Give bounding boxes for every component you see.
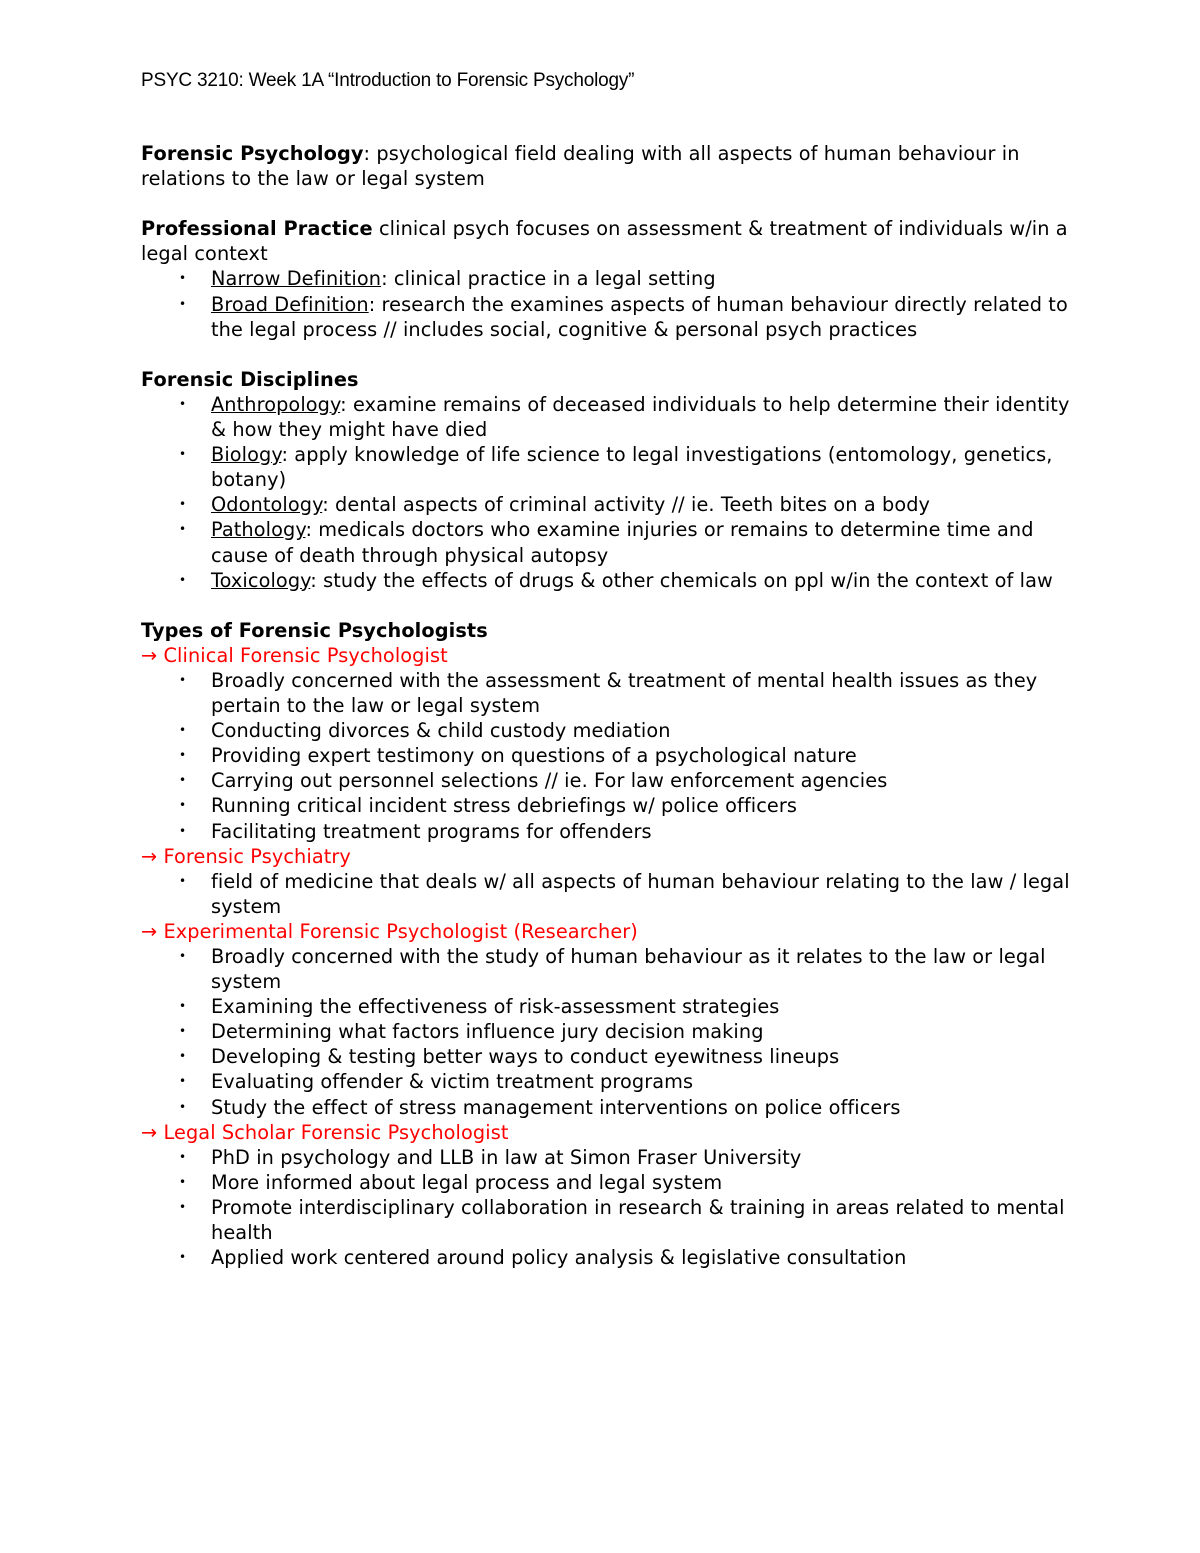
item-term: Anthropology	[211, 392, 341, 416]
definition: : psychological field dealing with all aspects of human behaviour in relations to the law or legal system	[141, 142, 1020, 191]
item-text: Study the effect of stress management interventions on police officers	[211, 1095, 901, 1119]
bullet-icon: •	[179, 798, 187, 813]
item-text: : clinical practice in a legal setting	[381, 267, 716, 291]
item-term: Broad Definition	[211, 292, 369, 316]
list-item	[141, 1019, 1071, 1044]
bullet-icon: •	[179, 396, 187, 411]
section-heading: Types of Forensic Psychologists	[141, 618, 488, 642]
item-text: Developing & testing better ways to conduct eyewitness lineups	[211, 1045, 840, 1069]
list-item	[141, 1170, 1071, 1195]
bullet-icon: •	[179, 572, 187, 587]
bullet-icon: •	[179, 522, 187, 537]
subsection-label: → Forensic Psychiatry	[141, 844, 351, 868]
subsection-label: → Experimental Forensic Psychologist (Researcher)	[141, 919, 638, 943]
bullet-icon: •	[179, 1024, 187, 1039]
bullet-icon: •	[179, 723, 187, 738]
list-item	[141, 668, 1071, 718]
item-term: Biology	[211, 443, 282, 467]
item-text: Broadly concerned with the study of human behaviour as it relates to the law or legal system	[211, 945, 1046, 994]
list-item	[141, 1095, 1071, 1120]
subsection-label: → Legal Scholar Forensic Psychologist	[141, 1120, 509, 1144]
document-body	[141, 141, 1071, 1270]
bullet-icon: •	[179, 949, 187, 963]
item-text: Broadly concerned with the assessment & treatment of mental health issues as they pertain to the law or legal system	[211, 668, 1038, 718]
forensic-psychology-definition	[141, 141, 1071, 191]
list-item	[141, 793, 1071, 818]
item-text: : apply knowledge of life science to legal investigations (entomology, genetics, botany)	[211, 443, 1053, 492]
definition: clinical psych focuses on assessment & treatment of individuals w/in a legal context	[141, 217, 1068, 266]
item-text: Applied work centered around policy analysis & legislative consultation	[211, 1246, 907, 1270]
list-item	[141, 743, 1071, 768]
item-term: Odontology	[211, 493, 323, 517]
bullet-icon: •	[179, 672, 187, 687]
item-text: Providing expert testimony on questions of a psychological nature	[211, 744, 857, 768]
bullet-icon: •	[179, 1149, 187, 1164]
list-item	[141, 869, 1071, 919]
item-text: : dental aspects of criminal activity // ie. Teeth bites on a body	[322, 493, 931, 517]
bullet-icon: •	[179, 1099, 187, 1114]
item-text: : examine remains of deceased individuals to help determine their identity & how they might have died	[211, 392, 1070, 442]
professional-practice-definition	[141, 216, 1071, 266]
item-text: Conducting divorces & child custody mediation	[211, 719, 671, 743]
list-item	[141, 266, 1071, 291]
bullet-icon: •	[179, 999, 187, 1014]
item-text: : medicals doctors who examine injuries or remains to determine time and cause of death through physical autopsy	[211, 518, 1034, 567]
subsection-label: → Clinical Forensic Psychologist	[141, 643, 448, 667]
list-item	[141, 1195, 1071, 1245]
list-item	[141, 568, 1071, 593]
bullet-icon: •	[179, 271, 187, 286]
page-title: PSYC 3210: Week 1A “Introduction to Forensic Psychology”	[141, 70, 635, 91]
bullet-icon: •	[179, 497, 187, 512]
bullet-icon: •	[179, 1250, 187, 1265]
bullet-icon: •	[179, 823, 187, 838]
bullet-icon: •	[179, 1174, 187, 1189]
list-item	[141, 1044, 1071, 1069]
list-item	[141, 492, 1071, 517]
bullet-icon: •	[179, 748, 187, 763]
item-text: Carrying out personnel selections // ie. For law enforcement agencies	[211, 769, 888, 793]
list-item	[141, 392, 1071, 442]
item-text: field of medicine that deals w/ all aspects of human behaviour relating to the law / legal system	[211, 869, 1070, 918]
list-item	[141, 1145, 1071, 1170]
item-text: : study the effects of drugs & other chemicals on ppl w/in the context of law	[310, 568, 1053, 592]
bullet-icon: •	[179, 447, 187, 462]
item-text: Examining the effectiveness of risk-assessment strategies	[211, 995, 780, 1019]
item-text: Facilitating treatment programs for offenders	[211, 819, 652, 843]
term: Professional Practice	[141, 217, 373, 241]
list-item	[141, 1069, 1071, 1094]
item-text: PhD in psychology and LLB in law at Simon Fraser University	[211, 1145, 802, 1169]
item-text: Running critical incident stress debriefings w/ police officers	[211, 794, 798, 818]
item-text: : research the examines aspects of human behaviour directly related to the legal process // includes social, cognitive & personal psych practices	[211, 292, 1068, 341]
list-item	[141, 718, 1071, 743]
list-item	[141, 994, 1071, 1019]
list-item	[141, 442, 1071, 492]
term: Forensic Psychology	[141, 142, 364, 165]
bullet-icon: •	[179, 296, 187, 311]
list-item	[141, 292, 1071, 342]
item-text: Determining what factors influence jury decision making	[211, 1020, 764, 1044]
item-term: Toxicology	[211, 568, 311, 592]
list-item	[141, 768, 1071, 793]
item-text: Promote interdisciplinary collaboration in research & training in areas related to mental health	[211, 1195, 1065, 1245]
item-text: More informed about legal process and legal system	[211, 1170, 723, 1194]
bullet-icon: •	[179, 1074, 187, 1089]
section-heading: Forensic Disciplines	[141, 367, 359, 391]
list-item	[141, 517, 1071, 567]
bullet-icon: •	[179, 1049, 187, 1064]
bullet-icon: •	[179, 1199, 187, 1214]
item-term: Pathology	[211, 518, 306, 542]
item-term: Narrow Definition	[211, 267, 382, 291]
list-item	[141, 819, 1071, 844]
item-text: Evaluating offender & victim treatment programs	[211, 1070, 694, 1094]
list-item	[141, 944, 1071, 994]
bullet-icon: •	[179, 873, 187, 888]
bullet-icon: •	[179, 773, 187, 788]
list-item	[141, 1245, 1071, 1270]
